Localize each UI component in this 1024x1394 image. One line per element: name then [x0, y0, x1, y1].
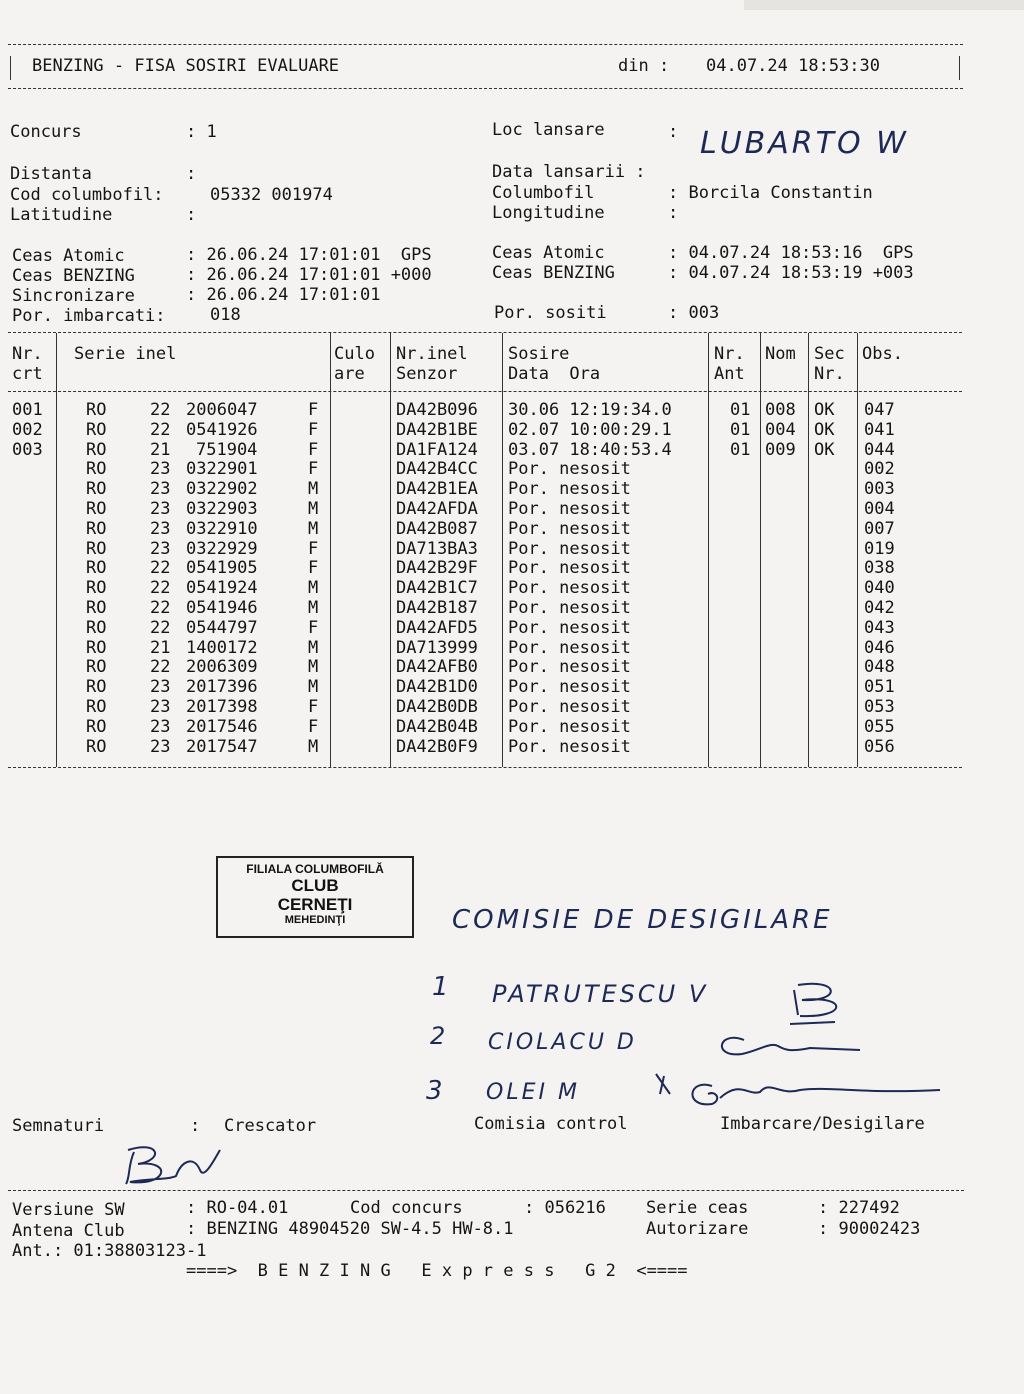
member-3-name: OLEI M: [486, 1080, 580, 1105]
row-sex: M: [308, 677, 319, 698]
row-sensor: DA42AFD5: [396, 617, 478, 638]
longitudine-label: Longitudine: [492, 203, 605, 223]
member-1-number: 1: [432, 972, 452, 1002]
row-year: 23: [150, 697, 171, 717]
benzing-banner: ====> B E N Z I N G E x p r e s s G 2 <====: [186, 1261, 688, 1281]
row-obs: 056: [864, 736, 895, 757]
th-nr-crt-1: Nr.: [12, 344, 43, 364]
serie-ceas-value: : 227492: [818, 1198, 900, 1218]
imbarcare-desigilare-label: Imbarcare/Desigilare: [720, 1114, 925, 1134]
row-ring: 0322901: [186, 459, 258, 480]
row-country: RO: [86, 716, 107, 737]
row-sex: M: [308, 479, 319, 500]
stamp-line-4: MEHEDINŢI: [284, 914, 346, 926]
th-nr-ant-2: Ant: [714, 364, 745, 384]
row-ring: 2017398: [186, 697, 258, 717]
row-country: RO: [86, 400, 107, 420]
row-sensor: DA713999: [396, 637, 478, 658]
distanta-value: :: [186, 164, 197, 184]
ceas-atomic-label: Ceas Atomic: [12, 246, 125, 266]
ceas-atomic-value: : 26.06.24 17:01:01 GPS: [186, 245, 432, 265]
row-obs: 047: [864, 400, 895, 420]
autorizare-label: Autorizare: [646, 1219, 749, 1239]
signature-member-2: [722, 1038, 860, 1055]
member-2-name: CIOLACU D: [488, 1030, 637, 1055]
stamp-line-2: CLUB: [291, 876, 339, 895]
row-arrival: Por. nesosit: [508, 736, 631, 757]
row-obs: 044: [864, 439, 895, 460]
comisia-control-label: Comisia control: [474, 1114, 628, 1134]
row-sensor: DA42B187: [396, 598, 478, 618]
row-arrival: Por. nesosit: [508, 697, 631, 717]
row-sex: M: [308, 637, 319, 658]
concurs-label: Concurs: [10, 122, 82, 142]
ceas-benzing2-label: Ceas BENZING: [492, 263, 615, 283]
row-country: RO: [86, 637, 107, 658]
row-year: 23: [150, 518, 171, 539]
ceas-benzing-value: : 26.06.24 17:01:01 +000: [186, 265, 432, 285]
member-2-number: 2: [430, 1022, 449, 1050]
row-nom: 009: [765, 439, 796, 460]
row-sex: F: [308, 538, 319, 559]
row-sensor: DA42B1D0: [396, 677, 478, 698]
semnaturi-sep: :: [190, 1116, 201, 1136]
row-year: 22: [150, 400, 171, 420]
row-obs: 043: [864, 617, 895, 638]
latitudine-label: Latitudine: [10, 205, 113, 225]
row-obs: 048: [864, 657, 895, 678]
versiune-value: : RO-04.01: [186, 1198, 289, 1218]
th-sec-nr-1: Sec: [814, 344, 845, 364]
row-ring: 2017547: [186, 736, 258, 757]
row-country: RO: [86, 538, 107, 559]
row-country: RO: [86, 578, 107, 599]
row-sensor: DA42B096: [396, 400, 478, 420]
row-ring: 0541926: [186, 419, 258, 440]
th-sec-nr-2: Nr.: [814, 364, 845, 384]
row-year: 23: [150, 479, 171, 500]
row-crt: 002: [12, 419, 43, 440]
row-nom: 008: [765, 400, 796, 420]
row-ring: 2006047: [186, 400, 258, 420]
concurs-value: : 1: [186, 122, 217, 142]
row-ring: 0544797: [186, 617, 258, 638]
th-nom: Nom: [765, 344, 796, 364]
row-obs: 038: [864, 558, 895, 579]
row-sensor: DA42B4CC: [396, 459, 478, 480]
row-antenna: 01: [730, 419, 751, 440]
th-sosire-1: Sosire: [508, 344, 570, 364]
distanta-label: Distanta: [10, 164, 92, 184]
row-obs: 004: [864, 499, 895, 519]
sositi-label: Por. sositi: [494, 303, 607, 323]
row-sex: F: [308, 419, 319, 440]
commission-member-3-initial: [656, 1074, 670, 1094]
row-obs: 053: [864, 697, 895, 717]
row-sensor: DA42AFB0: [396, 657, 478, 678]
row-sex: M: [308, 578, 319, 599]
antena-label: Antena Club: [12, 1221, 125, 1241]
row-arrival: Por. nesosit: [508, 657, 631, 678]
row-arrival: 03.07 18:40:53.4: [508, 439, 672, 460]
latitudine-value: :: [186, 205, 197, 225]
row-sex: M: [308, 499, 319, 519]
row-sensor: DA1FA124: [396, 439, 478, 460]
row-year: 23: [150, 538, 171, 559]
columbofil-value: : Borcila Constantin: [668, 183, 873, 203]
row-country: RO: [86, 479, 107, 500]
row-sex: M: [308, 736, 319, 757]
th-nr-ant-1: Nr.: [714, 344, 745, 364]
row-year: 21: [150, 637, 171, 658]
row-country: RO: [86, 617, 107, 638]
row-obs: 002: [864, 459, 895, 480]
row-sensor: DA42B1BE: [396, 419, 478, 440]
row-year: 22: [150, 558, 171, 579]
th-serie-inel: Serie inel: [74, 344, 177, 364]
row-ring: 0322902: [186, 479, 258, 500]
th-obs: Obs.: [862, 344, 903, 364]
longitudine-value: :: [668, 203, 679, 223]
signature-member-1: [790, 984, 836, 1024]
ceas-benzing-label: Ceas BENZING: [12, 266, 135, 286]
row-year: 22: [150, 598, 171, 618]
row-year: 22: [150, 578, 171, 599]
ceas-atomic2-value: : 04.07.24 18:53:16 GPS: [668, 243, 914, 263]
row-sensor: DA42AFDA: [396, 499, 478, 519]
row-country: RO: [86, 459, 107, 480]
row-sec: OK: [814, 400, 835, 420]
row-arrival: 30.06 12:19:34.0: [508, 400, 672, 420]
row-country: RO: [86, 736, 107, 757]
versiune-label: Versiune SW: [12, 1200, 125, 1220]
sincronizare-label: Sincronizare: [12, 286, 135, 306]
footer-border: [8, 1190, 964, 1191]
row-antenna: 01: [730, 400, 751, 420]
row-ring: 0322910: [186, 518, 258, 539]
row-sex: M: [308, 657, 319, 678]
row-arrival: 02.07 10:00:29.1: [508, 419, 672, 440]
row-country: RO: [86, 657, 107, 678]
commission-title: COMISIE DE DESIGILARE: [452, 905, 833, 935]
row-ring: 1400172: [186, 637, 258, 658]
row-year: 23: [150, 677, 171, 698]
row-sensor: DA42B04B: [396, 716, 478, 737]
row-obs: 042: [864, 598, 895, 618]
row-ring: 0322903: [186, 499, 258, 519]
member-3-number: 3: [426, 1076, 446, 1106]
semnaturi-label: Semnaturi: [12, 1116, 105, 1136]
row-sex: F: [308, 716, 319, 737]
signature-crescator: [126, 1147, 220, 1184]
stamp-line-3: CERNEŢI: [277, 895, 353, 914]
row-year: 21: [150, 439, 171, 460]
row-ring: 0541924: [186, 578, 258, 599]
row-arrival: Por. nesosit: [508, 677, 631, 698]
row-country: RO: [86, 499, 107, 519]
crescator-label: Crescator: [224, 1116, 317, 1136]
row-arrival: Por. nesosit: [508, 518, 631, 539]
row-sex: F: [308, 459, 319, 480]
row-nom: 004: [765, 419, 796, 440]
row-sex: M: [308, 598, 319, 618]
antenna-id: Ant.: 01:38803123-1: [12, 1241, 207, 1261]
th-nr-inel-1: Nr.inel: [396, 344, 468, 364]
row-country: RO: [86, 558, 107, 579]
row-obs: 007: [864, 518, 895, 539]
autorizare-value: : 90002423: [818, 1219, 921, 1239]
th-nr-crt-2: crt: [12, 364, 43, 384]
row-ring: 751904: [196, 439, 258, 460]
imbarcati-label: Por. imbarcati:: [12, 306, 166, 326]
row-sec: OK: [814, 439, 835, 460]
ceas-benzing2-value: : 04.07.24 18:53:19 +003: [668, 263, 914, 283]
th-nr-inel-2: Senzor: [396, 364, 458, 384]
row-year: 22: [150, 419, 171, 440]
row-arrival: Por. nesosit: [508, 598, 631, 618]
row-sensor: DA42B0DB: [396, 697, 478, 717]
row-arrival: Por. nesosit: [508, 459, 631, 480]
row-sensor: DA42B087: [396, 518, 478, 539]
cod-columbofil-label: Cod columbofil:: [10, 185, 164, 205]
imbarcati-value: 018: [210, 305, 241, 325]
row-sex: F: [308, 439, 319, 460]
loc-lansare-label: Loc lansare: [492, 120, 605, 140]
antena-value: : BENZING 48904520 SW-4.5 HW-8.1: [186, 1219, 514, 1239]
row-arrival: Por. nesosit: [508, 558, 631, 579]
th-sosire-2: Data Ora: [508, 364, 601, 384]
row-country: RO: [86, 419, 107, 440]
row-crt: 001: [12, 400, 43, 420]
row-ring: 0541946: [186, 598, 258, 618]
row-ring: 2006309: [186, 657, 258, 678]
row-obs: 019: [864, 538, 895, 559]
row-arrival: Por. nesosit: [508, 716, 631, 737]
serie-ceas-label: Serie ceas: [646, 1198, 749, 1218]
row-arrival: Por. nesosit: [508, 617, 631, 638]
row-sensor: DA42B29F: [396, 558, 478, 579]
row-sensor: DA42B1C7: [396, 578, 478, 599]
page-title: BENZING - FISA SOSIRI EVALUARE: [32, 56, 340, 76]
row-year: 22: [150, 617, 171, 638]
row-obs: 051: [864, 677, 895, 698]
row-ring: 0541905: [186, 558, 258, 579]
row-country: RO: [86, 677, 107, 698]
row-ring: 0322929: [186, 538, 258, 559]
row-country: RO: [86, 697, 107, 717]
row-arrival: Por. nesosit: [508, 499, 631, 519]
cod-concurs-value: : 056216: [524, 1198, 606, 1218]
th-culoare-2: are: [334, 364, 365, 384]
stamp-line-1: FILIALA COLUMBOFILĂ: [246, 862, 384, 876]
row-ring: 2017396: [186, 677, 258, 698]
sositi-value: : 003: [668, 303, 720, 323]
row-obs: 003: [864, 479, 895, 500]
row-arrival: Por. nesosit: [508, 637, 631, 658]
row-arrival: Por. nesosit: [508, 578, 631, 599]
signature-member-3: [692, 1085, 940, 1105]
sincronizare-value: : 26.06.24 17:01:01: [186, 285, 381, 305]
cod-concurs-label: Cod concurs: [350, 1198, 463, 1218]
row-sex: F: [308, 558, 319, 579]
row-sex: F: [308, 400, 319, 420]
row-sex: F: [308, 617, 319, 638]
row-year: 23: [150, 499, 171, 519]
row-year: 23: [150, 716, 171, 737]
loc-lansare-handwritten: LUBARTO W: [700, 126, 909, 161]
row-obs: 046: [864, 637, 895, 658]
row-sex: F: [308, 697, 319, 717]
row-antenna: 01: [730, 439, 751, 460]
din-label: din :: [618, 56, 670, 76]
columbofil-label: Columbofil: [492, 183, 595, 203]
din-value: 04.07.24 18:53:30: [706, 56, 880, 76]
row-arrival: Por. nesosit: [508, 479, 631, 500]
row-arrival: Por. nesosit: [508, 538, 631, 559]
member-1-name: PATRUTESCU V: [492, 980, 709, 1008]
row-sensor: DA42B1EA: [396, 479, 478, 500]
cod-columbofil-value: 05332 001974: [210, 185, 333, 205]
row-country: RO: [86, 439, 107, 460]
row-obs: 041: [864, 419, 895, 440]
row-sex: M: [308, 518, 319, 539]
row-country: RO: [86, 598, 107, 618]
row-ring: 2017546: [186, 716, 258, 737]
row-crt: 003: [12, 439, 43, 460]
row-year: 23: [150, 459, 171, 480]
row-year: 22: [150, 657, 171, 678]
data-lansarii-label: Data lansarii :: [492, 162, 646, 182]
th-culoare-1: Culo: [334, 344, 375, 364]
row-sensor: DA713BA3: [396, 538, 478, 559]
row-country: RO: [86, 518, 107, 539]
row-sec: OK: [814, 419, 835, 440]
row-year: 23: [150, 736, 171, 757]
loc-lansare-sep: :: [668, 122, 679, 142]
ceas-atomic2-label: Ceas Atomic: [492, 243, 605, 263]
row-obs: 040: [864, 578, 895, 599]
row-sensor: DA42B0F9: [396, 736, 478, 757]
row-obs: 055: [864, 716, 895, 737]
